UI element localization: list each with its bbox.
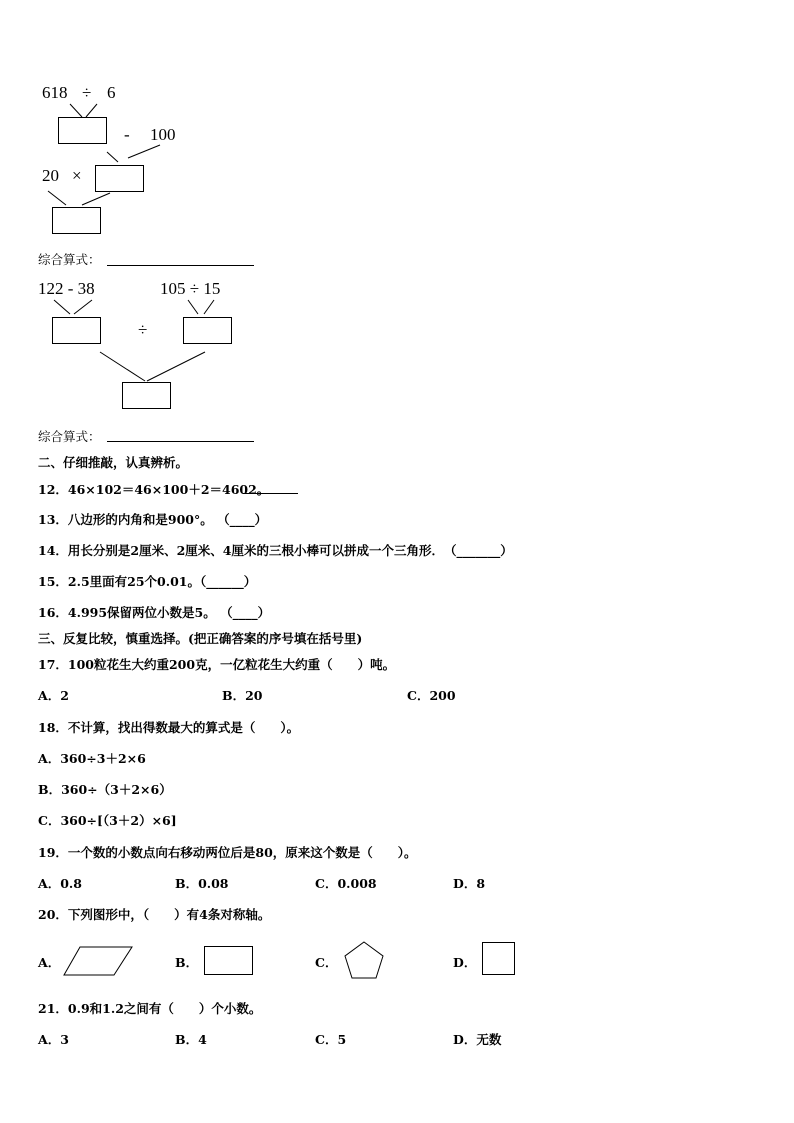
number-20: 20 [42,166,59,185]
option-b[interactable]: B．20 [222,688,263,703]
divide-sign: ÷ [138,320,148,339]
option-c[interactable]: C．0.008 [315,876,377,891]
expression-left: 122 - 38 [38,279,95,298]
minus-sign: - [124,125,130,144]
option-d[interactable]: D． [453,955,477,970]
question-15: 15．2.5里面有25个0.01。（______） [38,574,257,589]
divide-sign: ÷ [82,83,92,102]
option-b[interactable]: B．4 [175,1032,207,1047]
expression-right: 105 ÷ 15 [160,279,221,298]
question-20-stem: 20．下列图形中，（ ）有4条对称轴。 [38,907,271,922]
number-100: 100 [150,125,176,144]
option-a[interactable]: A．360÷3＋2×6 [38,751,146,766]
question-12: 12．46×102＝46×100＋2＝4602。 [38,482,270,497]
option-b[interactable]: B．360÷（3＋2×6） [38,782,172,797]
parallelogram-icon [62,945,134,977]
option-a[interactable]: A．0.8 [38,876,82,891]
option-c[interactable]: C．5 [315,1032,347,1047]
number-6: 6 [107,83,116,102]
square-icon [481,941,517,977]
formula-label: 综合算式： [38,429,101,444]
question-19-stem: 19．一个数的小数点向右移动两位后是80，原来这个数是（ ）。 [38,845,417,860]
option-d[interactable]: D．8 [453,876,486,891]
pentagon-icon [342,940,386,980]
answer-blank[interactable] [243,493,298,494]
option-c[interactable]: C． [315,955,338,970]
question-16: 16．4.995保留两位小数是5。 （____） [38,605,271,620]
option-a[interactable]: A．2 [38,688,69,703]
option-a[interactable]: A．3 [38,1032,69,1047]
option-c[interactable]: C．360÷[（3＋2）×6] [38,813,177,828]
section-heading-2: 二、仔细推敲，认真辨析。 [38,455,189,470]
number-618: 618 [42,83,68,102]
question-14: 14．用长分别是2厘米、2厘米、4厘米的三根小棒可以拼成一个三角形． （_______） [38,543,513,558]
question-17-stem: 17．100粒花生大约重200克，一亿粒花生大约重（ ）吨。 [38,657,396,672]
multiply-sign: × [72,166,82,185]
section-heading-3: 三、反复比较，慎重选择。(把正确答案的序号填在括号里) [38,631,363,646]
question-21-stem: 21．0.9和1.2之间有（ ）个小数。 [38,1001,262,1016]
option-b[interactable]: B．0.08 [175,876,229,891]
formula-answer-line[interactable] [107,441,254,442]
option-c[interactable]: C．200 [407,688,456,703]
option-a[interactable]: A． [38,955,61,970]
question-18-stem: 18．不计算，找出得数最大的算式是（ ）。 [38,720,300,735]
option-b[interactable]: B． [175,955,199,970]
option-d[interactable]: D．无数 [453,1032,502,1047]
rectangle-icon [203,945,255,977]
formula-label: 综合算式： [38,252,101,267]
question-13: 13．八边形的内角和是900°。 （____） [38,512,268,527]
